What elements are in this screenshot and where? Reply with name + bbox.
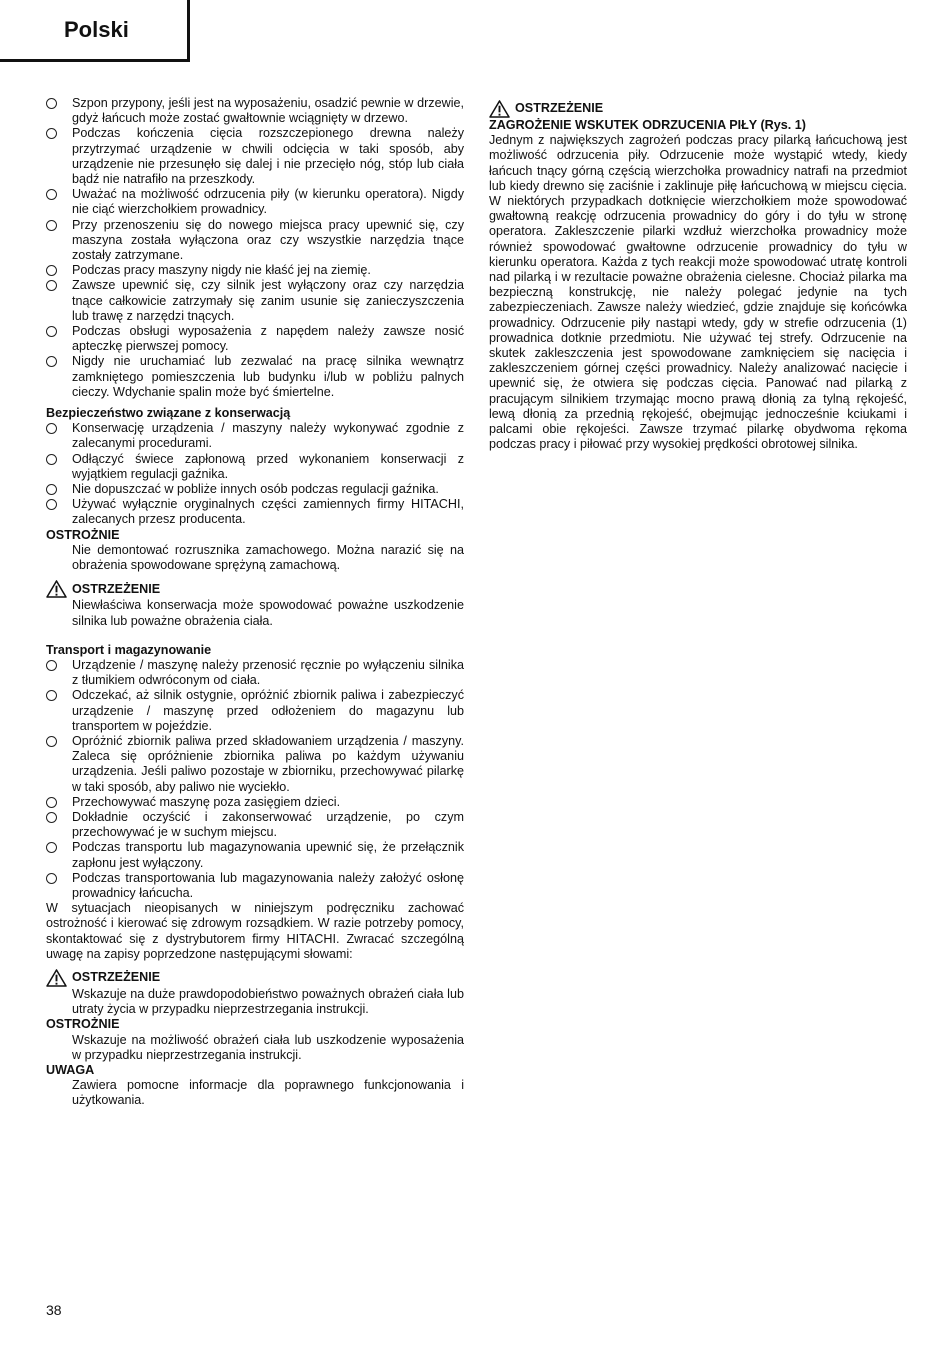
- note-text: Zawiera pomocne informacje dla poprawnego funkcjonowania i użytkowania.: [72, 1078, 464, 1108]
- warning-label: OSTRZEŻENIE: [72, 970, 161, 985]
- warning-text: Niewłaściwa konserwacja może spowodować poważne uszkodzenie silnika lub poważne obrażenia ciała.: [72, 598, 464, 628]
- language-title: Polski: [64, 17, 129, 42]
- bullet-item: Opróżnić zbiornik paliwa przed składowaniem urządzenia / maszyny. Zaleca się opróżnienie zbiornika paliwa po każdym używaniu urządzenia. Jeśli paliwo pozostaje w zbiorniku, przechowywać pilarkę w taki sposób, aby paliwo nie wyciekło.: [46, 734, 464, 795]
- right-column: [489, 96, 907, 452]
- transport-heading: Transport i magazynowanie: [46, 642, 212, 657]
- closing-paragraph: W sytuacjach nieopisanych w niniejszym podręczniku zachować ostrożność i kierować się zdrowym rozsądkiem. W razie potrzeby pomocy, skontaktować się z dystrybutorem firmy HITACHI. Zwracać szczególną uwagę na zapisy poprzedzone następującymi słowami:: [46, 901, 464, 961]
- caution-text: Nie demontować rozrusznika zamachowego. Można narazić się na obrażenia spowodowane sprężyną zamachową.: [72, 542, 464, 573]
- bullet-item: Podczas kończenia cięcia rozszczepionego drewna należy przytrzymać urządzenie w chwili odcięcia w taki sposób, aby urządzenie nie przesunęło się dalej i nie przecięło nóg, stóp lub ciała bądź nie natrafiło na przeszkody.: [46, 126, 464, 187]
- bullet-item: Dokładnie oczyścić i zakonserwować urządzenie, po czym przechowywać je w suchym miejscu.: [46, 810, 464, 840]
- page-number: 38: [46, 1302, 62, 1318]
- warning-label: OSTRZEŻENIE: [515, 101, 604, 116]
- bullet-item: Odczekać, aż silnik ostygnie, opróżnić zbiornik paliwa i zabezpieczyć urządzenie / maszynę przed odłożeniem do magazynu lub transportem w pojeździe.: [46, 688, 464, 734]
- bullet-item: Przechowywać maszynę poza zasięgiem dzieci.: [46, 795, 464, 810]
- warning-label: OSTRZEŻENIE: [72, 581, 161, 596]
- bullet-item: Odłączyć świece zapłonową przed wykonaniem konserwacji z wyjątkiem regulacji gaźnika.: [46, 452, 464, 482]
- warning-triangle-icon: [46, 580, 67, 598]
- bullet-item: Podczas transportu lub magazynowania upewnić się, że przełącznik zapłonu jest wyłączony.: [46, 840, 464, 870]
- bullet-item: Nigdy nie uruchamiać lub zezwalać na pracę silnika wewnątrz zamkniętego pomieszczenia lub budynku i/lub w pobliżu palnych cieczy. Wdychanie spalin może być śmiertelne.: [46, 354, 464, 400]
- left-column: [46, 96, 464, 1109]
- kickback-paragraph: Jednym z największych zagrożeń podczas pracy pilarką łańcuchową jest możliwość odrzucenia piły. Odrzucenie może wystąpić wtedy, kiedy łańcuch tnący górną częścią wierzchołka prowadnicy natrafi na przedmiot lub kiedy drewno się zaciśnie i zaklinuje piłę łańcuchową w miejscu cięcia. W niektórych przypadkach dotknięcie wierzchołkiem może spowodować gwałtowną reakcję odrzucenia prowadnicy do góry i do tyłu w stronę operatora. Zakleszczenie pilarki wzdłuż wierzchołka prowadnicy może również spowodować gwałtowne odrzucenie prowadnicy do tyłu w kierunku operatora. Każda z tych reakcji może spowodować utratę kontroli nad pilarką i w rezultacie poważne obrażenia cielesne. Chociaż pilarka ma bezpieczną konstrukcję, nie należy polegać jedynie na tych zabezpieczeniach. Zawsze należy wiedzieć, gdzie znajduje się końcówka prowadnicy. Odrzucenie piły nastąpi wtedy, gdy w strefie odrzucenia (1) prowadnica dotknie przedmiotu. Nie używać tej strefy. Odrzucenie na skutek zakleszczenia jest spowodowane zamknięciem się nacięcia i zakleszczeniem górnej części prowadnicy. Należy analizować nacięcie i upewnić się, że otwiera się podczas cięcia. Panować nad pilarką z pracującym silnikiem trzymając mocno prawą dłonią za tylną rękojeść, lewą dłonią za przednią rękojeść, obejmując jednocześnie kciukami i palcami obie rękojeści. Zawsze trzymać pilarkę obydwoma rękoma podczas pracy i piłować przy wysokiej prędkości obrotowej silnika.: [489, 133, 907, 452]
- warning-heading: [489, 100, 907, 118]
- bullet-item: Podczas pracy maszyny nigdy nie kłaść jej na ziemię.: [46, 263, 464, 278]
- bullet-item: Przy przenoszeniu się do nowego miejsca pracy upewnić się, czy maszyna została wyłączona oraz czy wszystkie narzędzia tnące zostały zatrzymane.: [46, 218, 464, 264]
- bullet-item: Używać wyłącznie oryginalnych części zamiennych firmy HITACHI, zalecanych przesz producenta.: [46, 497, 464, 527]
- warning-heading: [46, 580, 464, 598]
- bullet-item: Urządzenie / maszynę należy przenosić ręcznie po wyłączeniu silnika z tłumikiem odwróconym od ciała.: [46, 658, 464, 688]
- bullet-item: Uważać na możliwość odrzucenia piły (w kierunku operatora). Nigdy nie ciąć wierzchołkiem prowadnicy.: [46, 187, 464, 217]
- bullet-item: Podczas obsługi wyposażenia z napędem należy zawsze nosić apteczkę pierwszej pomocy.: [46, 324, 464, 354]
- caution-label: OSTROŻNIE: [46, 527, 120, 542]
- language-tab: [0, 0, 190, 62]
- warning-triangle-icon: [489, 100, 510, 118]
- warning-text: Wskazuje na duże prawdopodobieństwo poważnych obrażeń ciała lub utraty życia w przypadku nieprzestrzegania instrukcji.: [72, 986, 464, 1017]
- warning-triangle-icon: [46, 969, 67, 987]
- caution-label: OSTROŻNIE: [46, 1017, 120, 1032]
- bullet-item: Szpon przypony, jeśli jest na wyposażeniu, osadzić pewnie w drzewie, gdyż łańcuch może zostać gwałtownie wciągnięty w drzewo.: [46, 96, 464, 126]
- maintenance-heading: Bezpieczeństwo związane z konserwacją: [46, 406, 291, 421]
- bullet-item: Zawsze upewnić się, czy silnik jest wyłączony oraz czy narzędzia tnące całkowicie zatrzymały się zanim usunie się zanieczyszczenia lub trawę z narzędzi tnących.: [46, 278, 464, 324]
- bullet-item: Nie dopuszczać w pobliże innych osób podczas regulacji gaźnika.: [46, 482, 464, 497]
- warning-heading: [46, 969, 464, 987]
- note-label: UWAGA: [46, 1062, 95, 1077]
- bullet-item: Konserwację urządzenia / maszyny należy wykonywać zgodnie z zalecanymi procedurami.: [46, 421, 464, 451]
- caution-text: Wskazuje na możliwość obrażeń ciała lub uszkodzenie wyposażenia w przypadku nieprzestrzegania instrukcji.: [72, 1032, 464, 1062]
- bullet-item: Podczas transportowania lub magazynowania należy założyć osłonę prowadnicy łańcucha.: [46, 871, 464, 901]
- kickback-subheading: ZAGROŻENIE WSKUTEK ODRZUCENIA PIŁY (Rys. 1): [489, 118, 806, 132]
